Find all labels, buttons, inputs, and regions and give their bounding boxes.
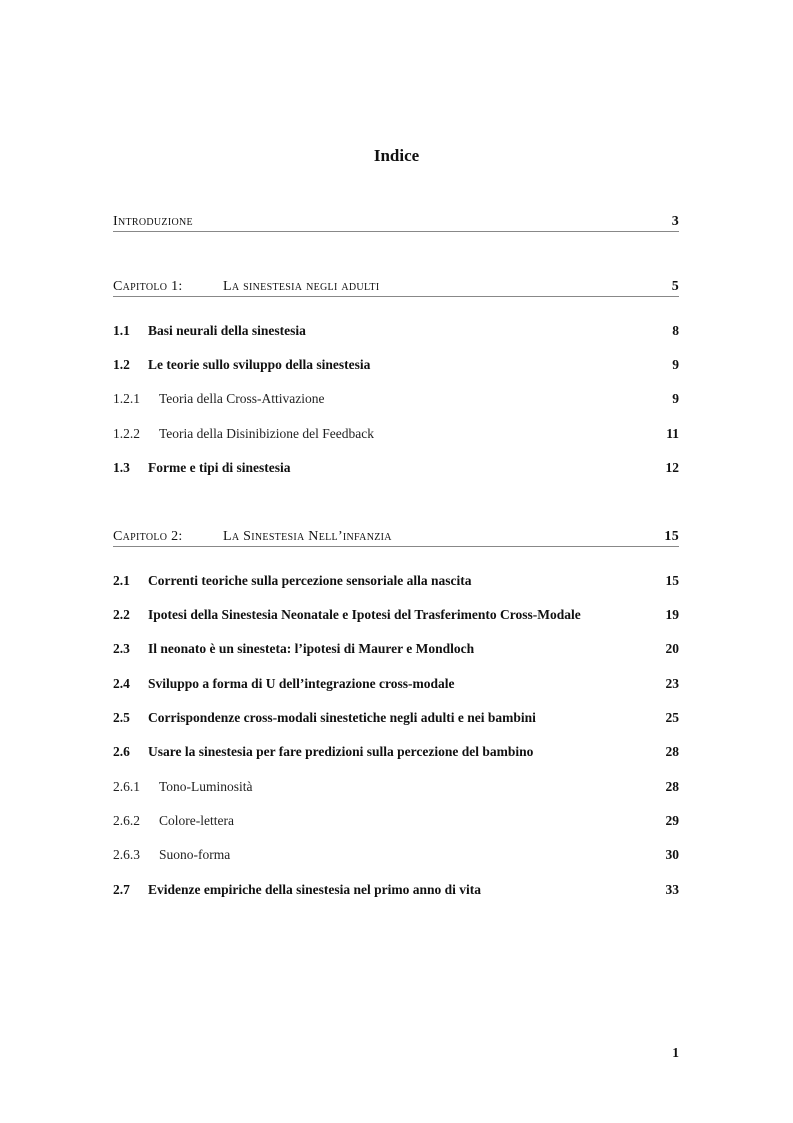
toc-entry-text: Suono-forma [159,847,231,862]
toc-entry-number: 2.6.2 [113,813,140,828]
toc-entry-page: 11 [666,426,679,441]
toc-entry-page: 8 [672,323,679,338]
toc-entry-number: 2.2 [113,607,130,622]
toc-entry-text: Tono-Luminosità [159,779,253,794]
toc-entry-number: 2.6.1 [113,779,140,794]
toc-entry-page: 33 [665,882,679,897]
toc-entry[interactable] [113,605,679,625]
toc-entry-number: 1.2.1 [113,391,140,406]
toc-entry-text: Sviluppo a forma di U dell’integrazione cross-modale [148,676,455,691]
toc-entry-page: 30 [665,847,679,862]
toc-entry-page: 19 [665,607,679,622]
toc-subentry[interactable] [113,389,679,409]
toc-entry-number: 1.1 [113,323,130,338]
toc-chapter-page: 15 [664,529,679,544]
toc-chapter-label: Capitolo 2: [113,529,183,544]
toc-entry-text: Forme e tipi di sinestesia [148,460,291,475]
toc-entry-number: 2.6.3 [113,847,140,862]
toc-intro-page: 3 [671,214,679,229]
toc-entry[interactable] [113,571,679,591]
toc-entry-text: Colore-lettera [159,813,234,828]
toc-chapter-1[interactable] [113,277,679,299]
page-number: 1 [672,1045,679,1060]
toc-chapter-label: Capitolo 1: [113,279,183,294]
toc-entry-text: Evidenze empiriche della sinestesia nel primo anno di vita [148,882,481,897]
toc-entry[interactable] [113,639,679,659]
toc-entry-number: 1.3 [113,460,130,475]
toc-entry-page: 25 [665,710,679,725]
toc-chapter-title: La Sinestesia Nell’infanzia [223,529,392,544]
toc-entry-page: 29 [665,813,679,828]
toc-entry-number: 2.4 [113,676,130,691]
toc-entry-page: 12 [665,460,679,475]
toc-entry[interactable] [113,355,679,375]
toc-entry-page: 9 [672,357,679,372]
toc-entry-page: 15 [665,573,679,588]
toc-subentry[interactable] [113,777,679,797]
toc-entry-text: Teoria della Disinibizione del Feedback [159,426,374,441]
toc-entry[interactable] [113,742,679,762]
toc-entry-page: 28 [665,779,679,794]
toc-intro[interactable] [113,212,679,234]
toc-subentry[interactable] [113,811,679,831]
toc-chapter-2[interactable] [113,527,679,549]
toc-entry-text: Ipotesi della Sinestesia Neonatale e Ipotesi del Trasferimento Cross-Modale [148,607,581,622]
toc-entry[interactable] [113,321,679,341]
toc-entry-page: 23 [665,676,679,691]
toc-entry-text: Corrispondenze cross-modali sinestetiche negli adulti e nei bambini [148,710,536,725]
page-title: Indice [373,146,420,165]
toc-intro-label: Introduzione [113,214,193,229]
toc-chapter-page: 5 [671,279,679,294]
toc-entry-number: 2.3 [113,641,130,656]
toc-entry[interactable] [113,880,679,900]
toc-entry-text: Basi neurali della sinestesia [148,323,306,338]
toc-subentry[interactable] [113,424,679,444]
toc-rule [113,231,679,232]
toc-entry-number: 2.1 [113,573,130,588]
toc-entry-number: 1.2 [113,357,130,372]
toc-entry-number: 2.6 [113,744,130,759]
toc-entry-page: 28 [665,744,679,759]
toc-entry-number: 2.7 [113,882,130,897]
toc-rule [113,296,679,297]
toc-chapter-title: La sinestesia negli adulti [223,279,380,294]
toc-entry-text: Usare la sinestesia per fare predizioni sulla percezione del bambino [148,744,534,759]
toc-entry-text: Correnti teoriche sulla percezione sensoriale alla nascita [148,573,472,588]
toc-entry-page: 20 [665,641,679,656]
toc-entry[interactable] [113,674,679,694]
toc-entry-page: 9 [672,391,679,406]
toc-entry-text: Il neonato è un sinesteta: l’ipotesi di Maurer e Mondloch [148,641,475,656]
toc-entry-number: 1.2.2 [113,426,140,441]
toc-entry-number: 2.5 [113,710,130,725]
toc-subentry[interactable] [113,845,679,865]
toc-entry[interactable] [113,458,679,478]
toc-entry-text: Teoria della Cross-Attivazione [159,391,325,406]
toc-entry[interactable] [113,708,679,728]
toc-rule [113,546,679,547]
toc-entry-text: Le teorie sullo sviluppo della sinestesia [148,357,371,372]
